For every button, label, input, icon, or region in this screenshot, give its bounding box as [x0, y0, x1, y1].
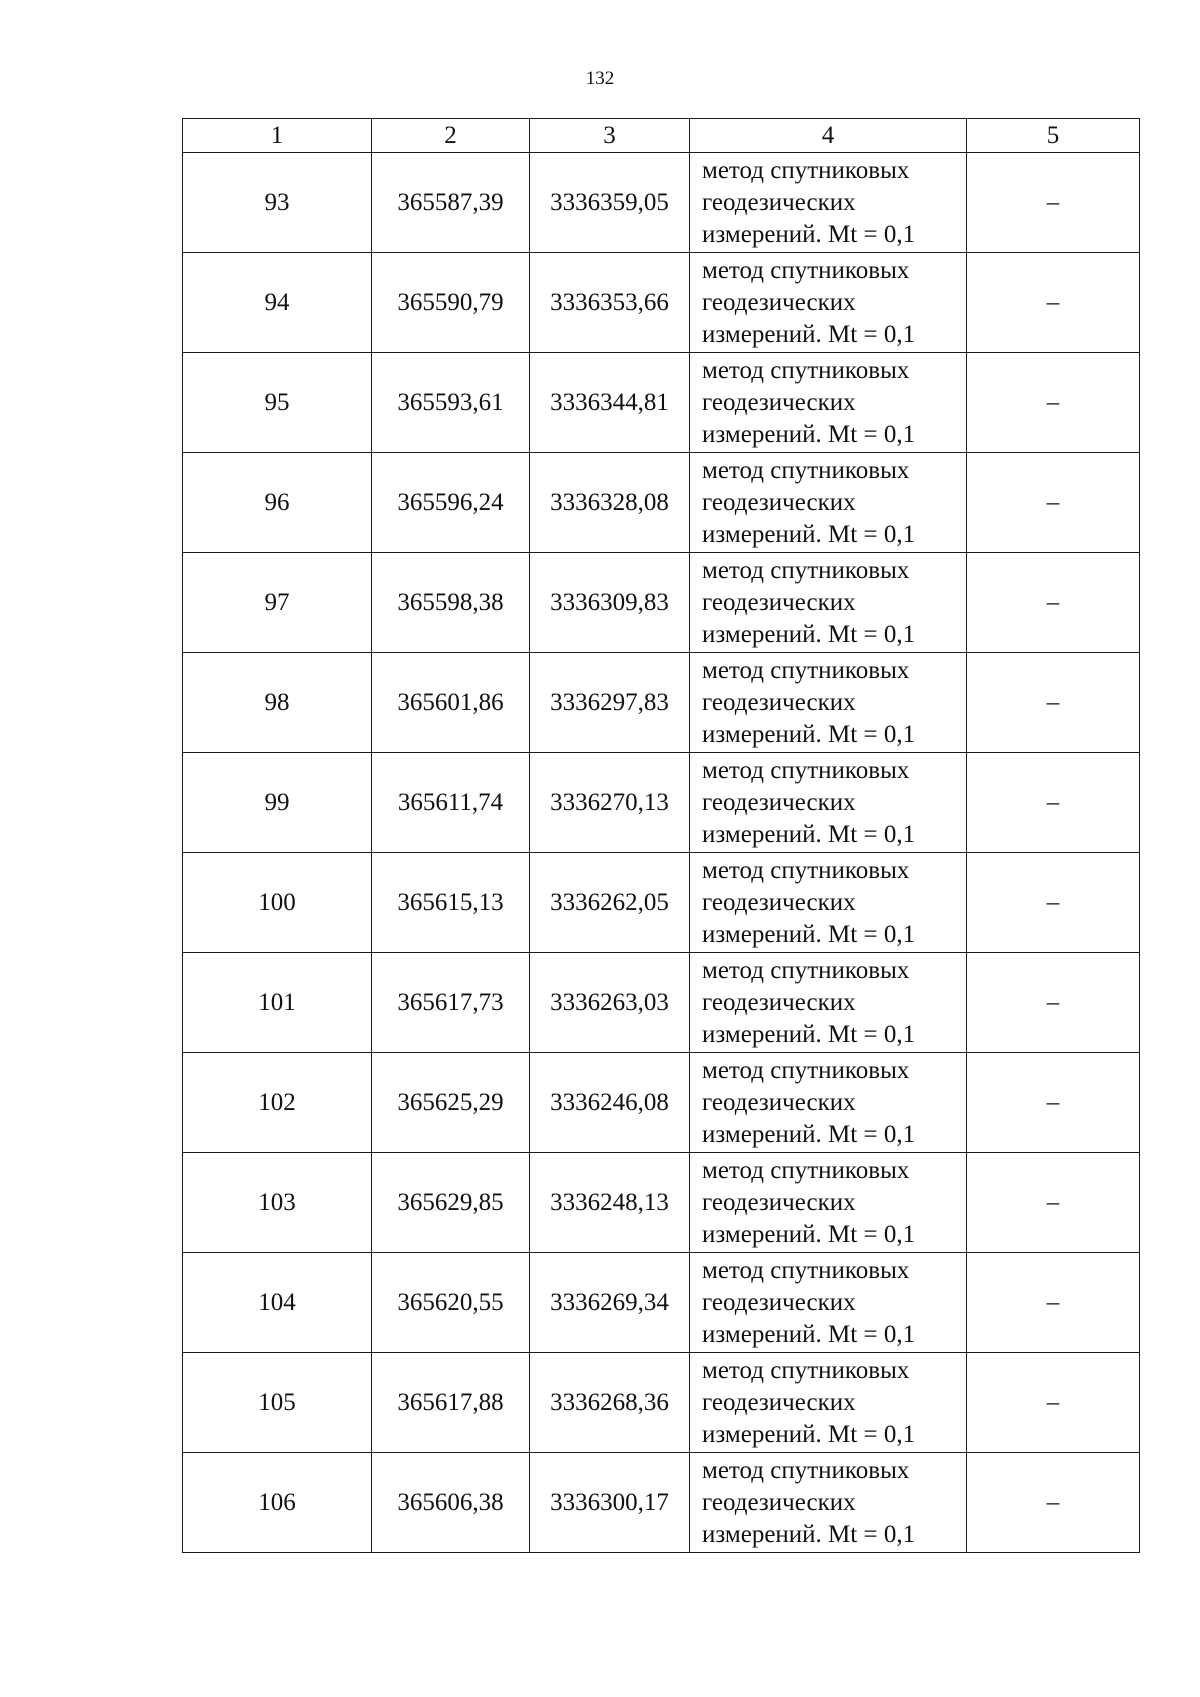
point-number: 101 [183, 953, 372, 1053]
method-cell [690, 1453, 967, 1553]
point-number: 104 [183, 1253, 372, 1353]
method-line-1: метод спутниковых [702, 156, 910, 184]
y-coordinate: 3336246,08 [530, 1053, 690, 1153]
column-5-value: – [967, 153, 1140, 253]
method-line-2: геодезических [702, 788, 856, 816]
x-coordinate: 365601,86 [372, 653, 530, 753]
method-line-3: измерений. Mt = 0,1 [702, 1020, 916, 1048]
method-line-1: метод спутниковых [702, 1056, 910, 1084]
table-row [183, 653, 1140, 753]
method-line-2: геодезических [702, 1288, 856, 1316]
method-line-1: метод спутниковых [702, 356, 910, 384]
header-col-2: 2 [372, 119, 530, 153]
y-coordinate: 3336359,05 [530, 153, 690, 253]
table-row [183, 753, 1140, 853]
method-line-1: метод спутниковых [702, 556, 910, 584]
method-line-3: измерений. Mt = 0,1 [702, 1220, 916, 1248]
column-5-value: – [967, 1053, 1140, 1153]
table-body [183, 153, 1140, 1553]
method-cell [690, 1353, 967, 1453]
table-header-row [183, 119, 1140, 153]
x-coordinate: 365596,24 [372, 453, 530, 553]
method-line-2: геодезических [702, 1488, 856, 1516]
table-row [183, 853, 1140, 953]
point-number: 105 [183, 1353, 372, 1453]
point-number: 106 [183, 1453, 372, 1553]
y-coordinate: 3336353,66 [530, 253, 690, 353]
method-line-3: измерений. Mt = 0,1 [702, 420, 916, 448]
point-number: 98 [183, 653, 372, 753]
method-cell [690, 353, 967, 453]
x-coordinate: 365617,73 [372, 953, 530, 1053]
y-coordinate: 3336344,81 [530, 353, 690, 453]
column-5-value: – [967, 453, 1140, 553]
x-coordinate: 365598,38 [372, 553, 530, 653]
method-line-1: метод спутниковых [702, 1456, 910, 1484]
method-cell [690, 1153, 967, 1253]
header-col-5: 5 [967, 119, 1140, 153]
column-5-value: – [967, 553, 1140, 653]
point-number: 102 [183, 1053, 372, 1153]
column-5-value: – [967, 253, 1140, 353]
method-line-3: измерений. Mt = 0,1 [702, 1120, 916, 1148]
y-coordinate: 3336309,83 [530, 553, 690, 653]
x-coordinate: 365611,74 [372, 753, 530, 853]
method-line-2: геодезических [702, 488, 856, 516]
x-coordinate: 365625,29 [372, 1053, 530, 1153]
column-5-value: – [967, 1353, 1140, 1453]
method-line-1: метод спутниковых [702, 756, 910, 784]
method-line-2: геодезических [702, 1088, 856, 1116]
method-line-2: геодезических [702, 288, 856, 316]
x-coordinate: 365629,85 [372, 1153, 530, 1253]
method-line-3: измерений. Mt = 0,1 [702, 320, 916, 348]
column-5-value: – [967, 1453, 1140, 1553]
column-5-value: – [967, 753, 1140, 853]
method-line-2: геодезических [702, 388, 856, 416]
table-row [183, 953, 1140, 1053]
method-line-2: геодезических [702, 188, 856, 216]
table-row [183, 553, 1140, 653]
point-number: 95 [183, 353, 372, 453]
method-line-3: измерений. Mt = 0,1 [702, 720, 916, 748]
column-5-value: – [967, 1153, 1140, 1253]
method-cell [690, 453, 967, 553]
method-line-2: геодезических [702, 588, 856, 616]
method-line-2: геодезических [702, 688, 856, 716]
table-row [183, 1453, 1140, 1553]
method-line-3: измерений. Mt = 0,1 [702, 1420, 916, 1448]
method-cell [690, 653, 967, 753]
y-coordinate: 3336269,34 [530, 1253, 690, 1353]
y-coordinate: 3336263,03 [530, 953, 690, 1053]
header-col-4: 4 [690, 119, 967, 153]
column-5-value: – [967, 953, 1140, 1053]
method-line-1: метод спутниковых [702, 1256, 910, 1284]
x-coordinate: 365617,88 [372, 1353, 530, 1453]
method-line-1: метод спутниковых [702, 256, 910, 284]
method-cell [690, 853, 967, 953]
x-coordinate: 365590,79 [372, 253, 530, 353]
table-row [183, 153, 1140, 253]
table-row [183, 453, 1140, 553]
method-line-1: метод спутниковых [702, 1156, 910, 1184]
table-row [183, 1153, 1140, 1253]
column-5-value: – [967, 353, 1140, 453]
coordinates-table [182, 118, 1140, 1553]
point-number: 103 [183, 1153, 372, 1253]
method-cell [690, 1253, 967, 1353]
method-line-3: измерений. Mt = 0,1 [702, 820, 916, 848]
method-line-1: метод спутниковых [702, 456, 910, 484]
method-line-1: метод спутниковых [702, 656, 910, 684]
x-coordinate: 365615,13 [372, 853, 530, 953]
y-coordinate: 3336300,17 [530, 1453, 690, 1553]
method-cell [690, 953, 967, 1053]
method-line-3: измерений. Mt = 0,1 [702, 520, 916, 548]
table-row [183, 1253, 1140, 1353]
y-coordinate: 3336270,13 [530, 753, 690, 853]
method-line-3: измерений. Mt = 0,1 [702, 920, 916, 948]
column-5-value: – [967, 1253, 1140, 1353]
point-number: 97 [183, 553, 372, 653]
method-line-3: измерений. Mt = 0,1 [702, 1520, 916, 1548]
method-cell [690, 753, 967, 853]
y-coordinate: 3336248,13 [530, 1153, 690, 1253]
method-line-3: измерений. Mt = 0,1 [702, 620, 916, 648]
column-5-value: – [967, 853, 1140, 953]
table-row [183, 1053, 1140, 1153]
method-cell [690, 253, 967, 353]
method-cell [690, 553, 967, 653]
method-line-2: геодезических [702, 888, 856, 916]
point-number: 93 [183, 153, 372, 253]
method-line-2: геодезических [702, 1388, 856, 1416]
y-coordinate: 3336262,05 [530, 853, 690, 953]
header-col-1: 1 [183, 119, 372, 153]
column-5-value: – [967, 653, 1140, 753]
table-row [183, 353, 1140, 453]
x-coordinate: 365620,55 [372, 1253, 530, 1353]
y-coordinate: 3336297,83 [530, 653, 690, 753]
method-line-1: метод спутниковых [702, 1356, 910, 1384]
method-line-1: метод спутниковых [702, 856, 910, 884]
method-cell [690, 1053, 967, 1153]
method-line-1: метод спутниковых [702, 956, 910, 984]
table-row [183, 1353, 1140, 1453]
method-line-2: геодезических [702, 1188, 856, 1216]
header-col-3: 3 [530, 119, 690, 153]
y-coordinate: 3336268,36 [530, 1353, 690, 1453]
method-line-3: измерений. Mt = 0,1 [702, 220, 916, 248]
point-number: 96 [183, 453, 372, 553]
table-row [183, 253, 1140, 353]
method-line-3: измерений. Mt = 0,1 [702, 1320, 916, 1348]
x-coordinate: 365587,39 [372, 153, 530, 253]
point-number: 100 [183, 853, 372, 953]
point-number: 99 [183, 753, 372, 853]
y-coordinate: 3336328,08 [530, 453, 690, 553]
page-number: 132 [585, 68, 615, 89]
x-coordinate: 365593,61 [372, 353, 530, 453]
point-number: 94 [183, 253, 372, 353]
x-coordinate: 365606,38 [372, 1453, 530, 1553]
method-line-2: геодезических [702, 988, 856, 1016]
method-cell [690, 153, 967, 253]
